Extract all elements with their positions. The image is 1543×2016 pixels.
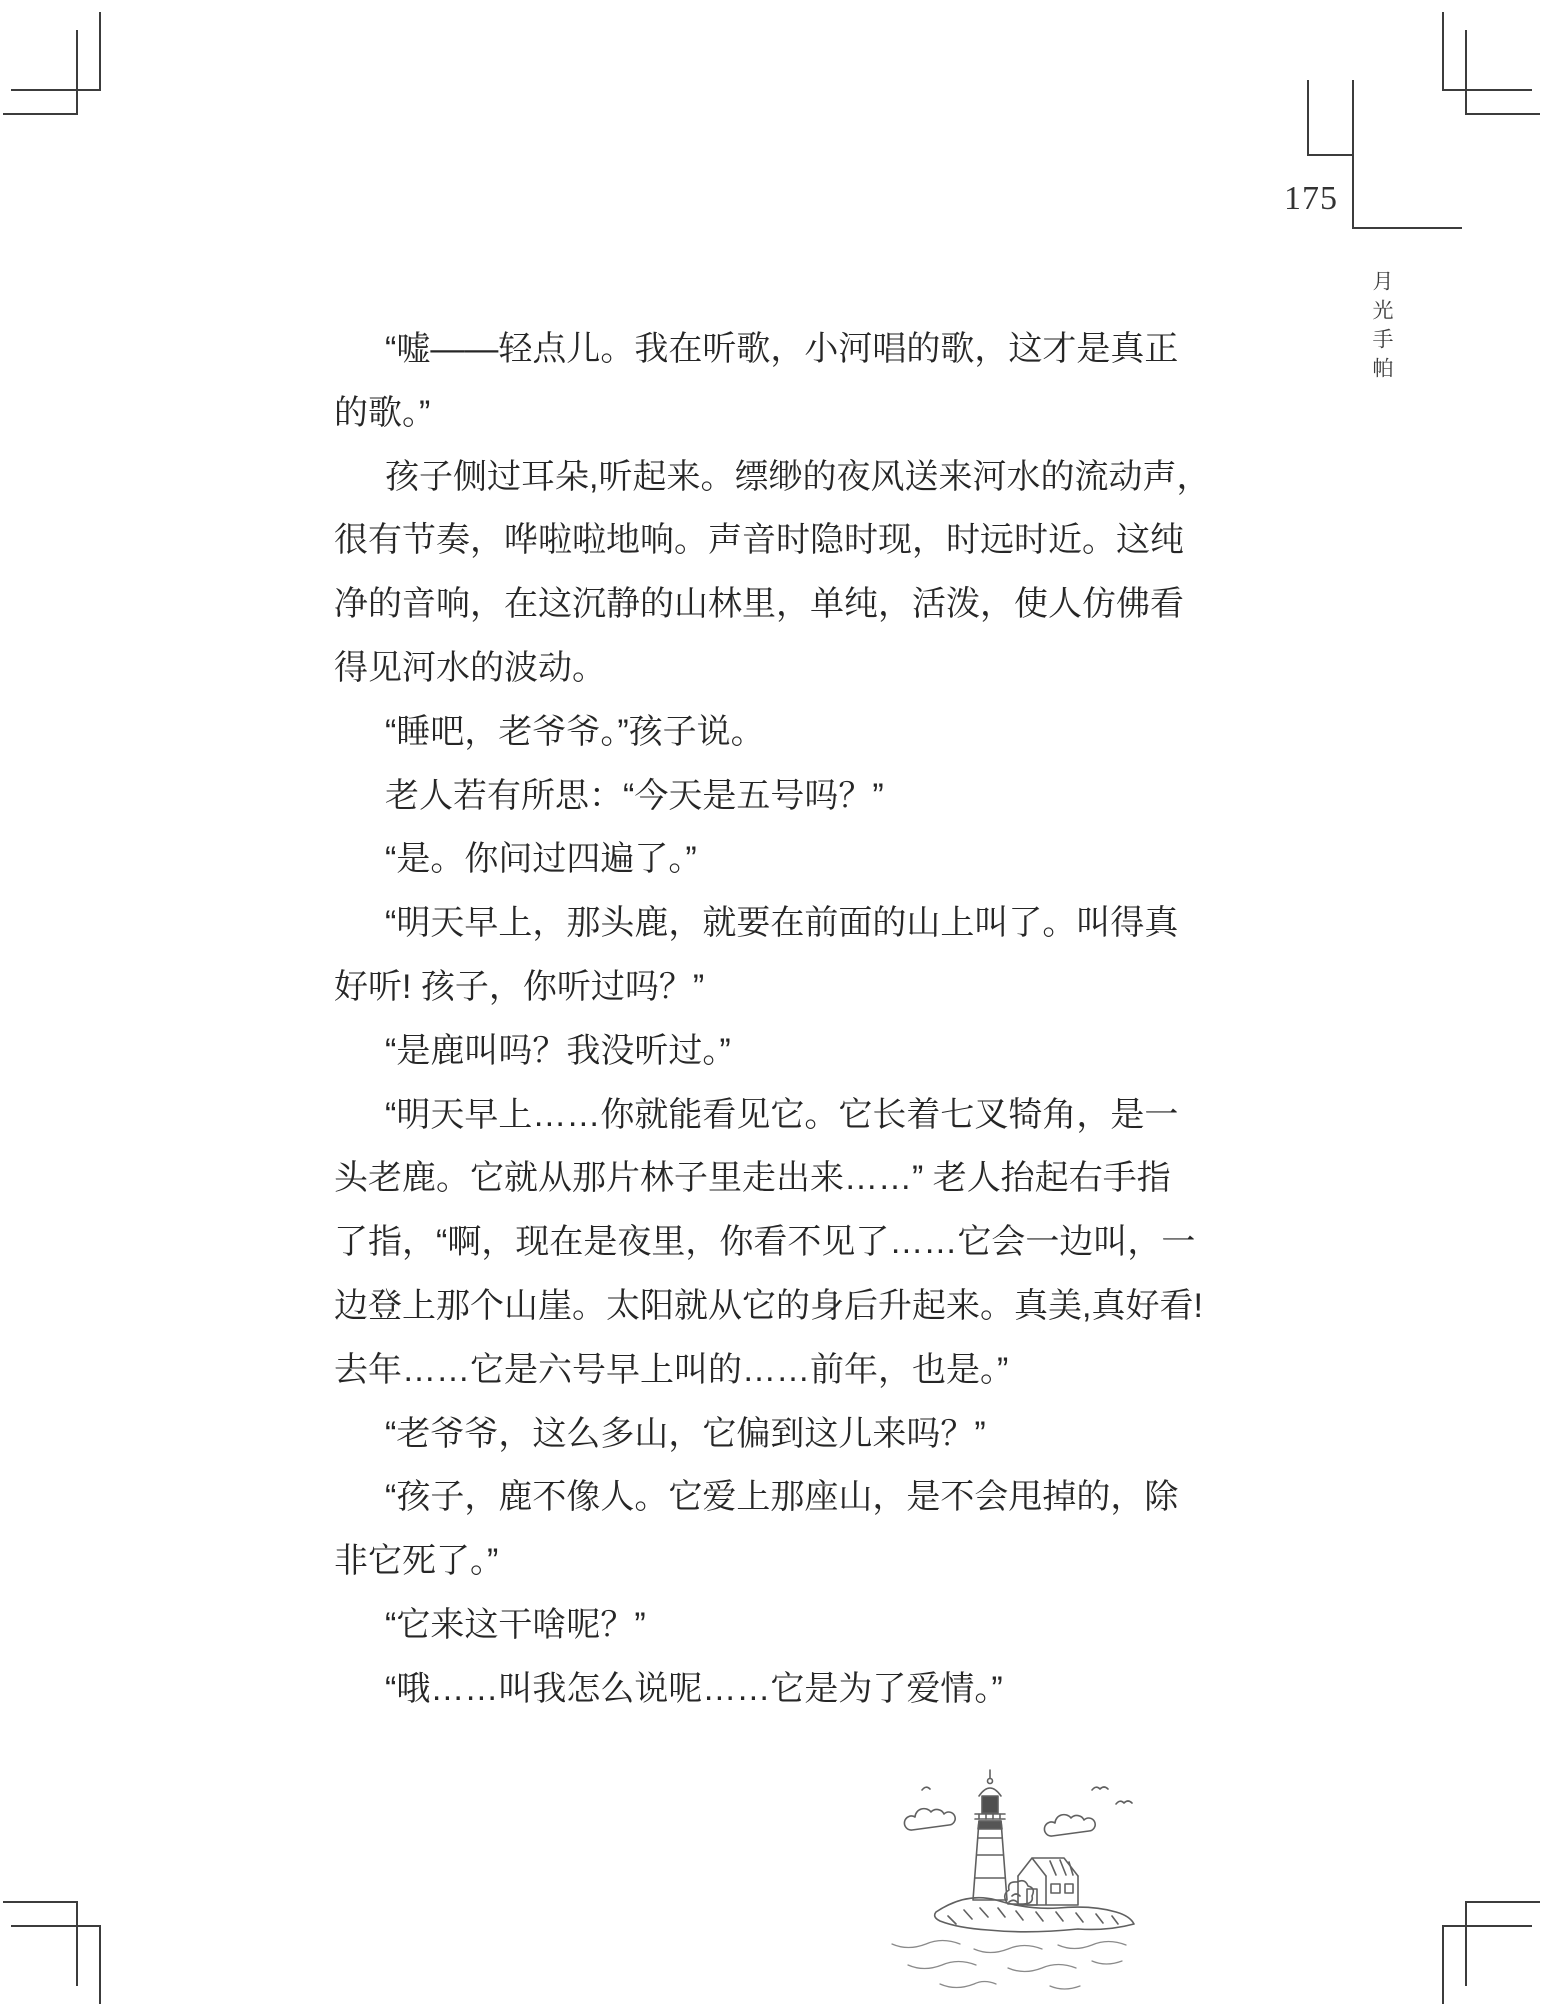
corner-mark-bottom-left	[11, 1926, 100, 2004]
corner-mark-bottom-left-inner	[3, 1902, 77, 1986]
water-ripple	[1008, 1965, 1076, 1972]
book-title-vertical: 月光手帕	[1370, 270, 1393, 386]
water-ripple	[940, 1982, 996, 1988]
text-line: “是鹿叫吗？我没听过。”	[385, 1031, 731, 1070]
lighthouse-lantern	[982, 1796, 998, 1813]
corner-mark-top-left-inner	[3, 30, 77, 114]
text-line: 孩子侧过耳朵,听起来。缥缈的夜风送来河水的流动声，	[385, 457, 1211, 496]
text-line: “老爷爷，这么多山，它偏到这儿来吗？”	[385, 1414, 986, 1453]
bush-sketch	[1005, 1881, 1034, 1904]
text-line: 边登上那个山崖。太阳就从它的身后升起来。真美,真好看!	[334, 1286, 1203, 1325]
house-window	[1065, 1884, 1073, 1893]
corner-mark-top-right	[1443, 12, 1532, 90]
bird-icon	[922, 1787, 930, 1790]
text-line: 的歌。”	[334, 393, 431, 432]
text-line: “哦……叫我怎么说呢……它是为了爱情。”	[385, 1669, 1003, 1708]
corner-mark-top-left	[11, 12, 100, 90]
bird-icon	[1092, 1787, 1108, 1790]
text-line: “睡吧，老爷爷。”孩子说。	[385, 712, 765, 751]
bird-icon	[1116, 1801, 1132, 1804]
text-line: “它来这干啥呢？”	[385, 1605, 646, 1644]
text-line: 老人若有所思：“今天是五号吗？”	[385, 776, 884, 815]
corner-mark-bottom-right	[1443, 1926, 1532, 2004]
mound-outline	[935, 1898, 1134, 1932]
text-line: 很有节奏，哗啦啦地响。声音时隐时现，时远时近。这纯	[334, 521, 1184, 560]
water-ripple	[1058, 1942, 1126, 1949]
text-line: 头老鹿。它就从那片林子里走出来……” 老人抬起右手指	[334, 1159, 1171, 1198]
corner-mark-top-right-inner	[1466, 30, 1540, 114]
page-number: 175	[1284, 180, 1338, 217]
text-line: 非它死了。”	[334, 1542, 499, 1581]
lighthouse-tower	[973, 1821, 1007, 1900]
water-ripple	[892, 1941, 960, 1948]
house-window	[1051, 1884, 1060, 1893]
lighthouse-band	[978, 1821, 1002, 1829]
corner-mark-bottom-right-inner	[1466, 1902, 1540, 1986]
water-ripple	[908, 1962, 976, 1969]
page-text	[334, 318, 1211, 1722]
text-line: “是。你问过四遍了。”	[385, 840, 697, 879]
text-line: “明天早上，那头鹿，就要在前面的山上叫了。叫得真	[385, 904, 1179, 943]
water-ripple	[1092, 1961, 1122, 1964]
page-number-rule-right	[1353, 80, 1462, 228]
text-line: “嘘——轻点儿。我在听歌，小河唱的歌，这才是真正	[385, 330, 1179, 368]
text-line: 好听! 孩子，你听过吗？”	[334, 967, 705, 1006]
text-line: 去年……它是六号早上叫的……前年，也是。”	[334, 1350, 1009, 1389]
lighthouse-dome	[979, 1788, 1001, 1796]
lighthouse-illustration	[878, 1758, 1168, 2003]
text-line: 得见河水的波动。	[334, 648, 606, 687]
text-line: “孩子，鹿不像人。它爱上那座山，是不会甩掉的，除	[385, 1478, 1179, 1517]
water-ripple	[974, 1946, 1042, 1953]
page-number-rule-left	[1308, 80, 1353, 155]
text-line: 了指，“啊，现在是夜里，你看不见了……它会一边叫，一	[334, 1223, 1196, 1262]
text-line: 净的音响，在这沉静的山林里，单纯，活泼，使人仿佛看	[334, 585, 1184, 624]
lighthouse-finial-ball	[988, 1779, 993, 1784]
water-ripple	[1050, 1986, 1080, 1989]
house-roof	[1018, 1858, 1078, 1876]
text-line: “明天早上……你就能看见它。它长着七叉犄角，是一	[385, 1095, 1179, 1134]
cloud-icon	[1044, 1815, 1095, 1836]
cloud-icon	[904, 1809, 955, 1830]
